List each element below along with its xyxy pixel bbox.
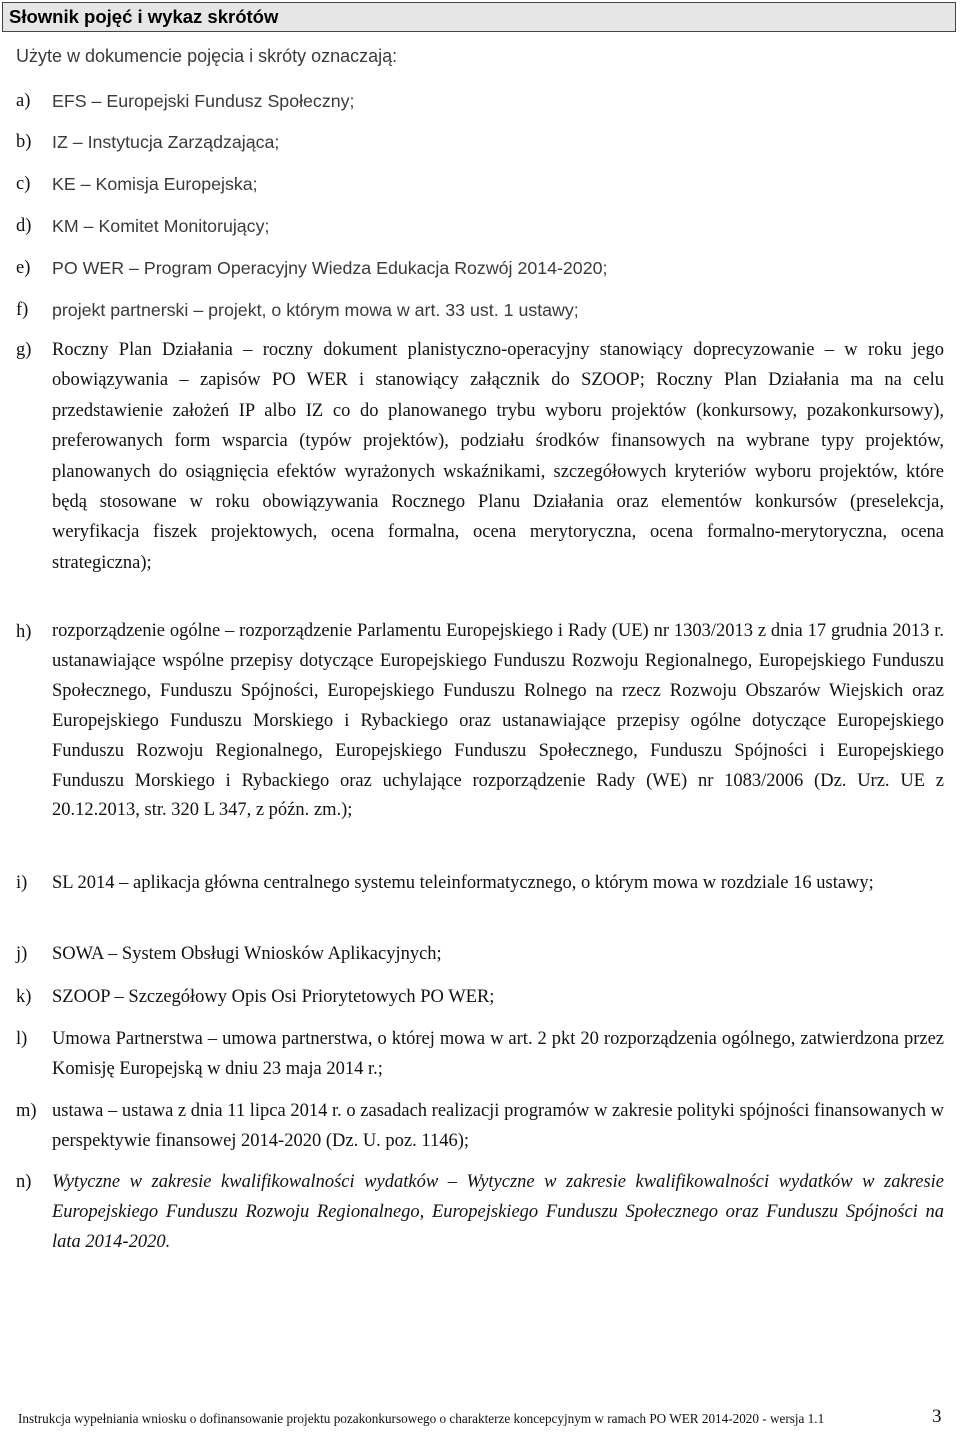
list-item-label: i) xyxy=(16,873,28,893)
list-item-text: SL 2014 – aplikacja główna centralnego systemu teleinformatycznego, o którym mowa w rozdziale 16 ustawy; xyxy=(52,873,874,893)
list-item-text: ustawa – ustawa z dnia 11 lipca 2014 r. o zasadach realizacji programów w zakresie polityki spójności finansowanych w perspektywie finansowej 2014-2020 (Dz. U. poz. 1146); xyxy=(52,1101,944,1151)
list-item-text: Wytyczne w zakresie kwalifikowalności wydatków – Wytyczne w zakresie kwalifikowalności wydatków w zakresie Europejskiego Funduszu Rozwoju Regionalnego, Europejskiego Funduszu Społecznego oraz Funduszu Spójności na lata 2014-2020. xyxy=(52,1172,944,1252)
list-item-label: k) xyxy=(16,987,32,1007)
list-item-label: l) xyxy=(16,1029,28,1049)
list-item-label: h) xyxy=(16,622,32,642)
list-item-label: e) xyxy=(16,258,31,278)
list-item-text: rozporządzenie ogólne – rozporządzenie Parlamentu Europejskiego i Rady (UE) nr 1303/2013 z dnia 17 grudnia 2013 r. ustanawiające wspólne przepisy dotyczące Europejskiego Funduszu Rozwoju Regionalnego, Europejskiego Funduszu Społecznego, Funduszu Spójności, Europejskiego Funduszu Rolnego na rzecz Rozwoju Obszarów Wiejskich oraz Europejskiego Funduszu Morskiego i Rybackiego oraz ustanawiające przepisy ogólne dotyczące Europejskiego Funduszu Rozwoju Regionalnego, Europejskiego Funduszu Społecznego, Funduszu Spójności i Europejskiego Funduszu Morskiego i Rybackiego oraz uchylające rozporządzenie Rady (WE) nr 1083/2006 (Dz. Urz. UE z 20.12.2013, str. 320 L 347, z późn. zm.); xyxy=(52,621,944,821)
section-heading-box xyxy=(2,2,956,32)
page-number: 3 xyxy=(932,1406,942,1427)
list-item-label: b) xyxy=(16,132,32,152)
list-item-label: c) xyxy=(16,174,31,194)
list-item-text: SOWA – System Obsługi Wniosków Aplikacyjnych; xyxy=(52,944,442,964)
section-heading: Słownik pojęć i wykaz skrótów xyxy=(9,6,279,27)
list-item-text: EFS – Europejski Fundusz Społeczny; xyxy=(52,91,355,111)
footer-text: Instrukcja wypełniania wniosku o dofinansowanie projektu pozakonkursowego o charakterze koncepcyjnym w ramach PO WER 2014-2020 - wersja 1.1 xyxy=(18,1411,825,1426)
list-item-text: KM – Komitet Monitorujący; xyxy=(52,216,270,236)
list-item-label: m) xyxy=(16,1101,37,1121)
list-item-text: Roczny Plan Działania – roczny dokument planistyczno-operacyjny stanowiący doprecyzowanie – w roku jego obowiązywania – zapisów PO WER i stanowiący załącznik do SZOOP; Roczny Plan Działania ma na celu przedstawienie założeń IP albo IZ co do planowanego trybu wyboru projektów (konkursowy, pozakonkursowy), preferowanych form wsparcia (typów projektów), podziału środków finansowych na wybrane typy projektów, planowanych do osiągnięcia efektów wyrażonych wskaźnikami, szczegółowych kryteriów wyboru projektów, które będą stosowane w roku obowiązywania Rocznego Planu Działania oraz elementów konkursów (preselekcja, weryfikacja fiszek projektowych, ocena formalna, ocena merytoryczna, ocena formalno-merytoryczna, ocena strategiczna); xyxy=(52,340,944,573)
list-item-text: Umowa Partnerstwa – umowa partnerstwa, o której mowa w art. 2 pkt 20 rozporządzenia ogólnego, zatwierdzona przez Komisję Europejską w dniu 23 maja 2014 r.; xyxy=(52,1029,944,1079)
list-item-label: f) xyxy=(16,300,29,320)
list-item-label: g) xyxy=(16,340,32,360)
list-item-label: d) xyxy=(16,216,32,236)
list-item-text: KE – Komisja Europejska; xyxy=(52,174,258,194)
list-item-label: n) xyxy=(16,1172,32,1192)
list-item-text: projekt partnerski – projekt, o którym mowa w art. 33 ust. 1 ustawy; xyxy=(52,300,579,320)
intro-text: Użyte w dokumencie pojęcia i skróty oznaczają: xyxy=(16,46,398,66)
list-item-label: a) xyxy=(16,91,31,111)
list-item-text: IZ – Instytucja Zarządzająca; xyxy=(52,132,280,152)
list-item-text: PO WER – Program Operacyjny Wiedza Edukacja Rozwój 2014-2020; xyxy=(52,258,608,278)
list-item-text: SZOOP – Szczegółowy Opis Osi Priorytetowych PO WER; xyxy=(52,987,495,1007)
list-item-label: j) xyxy=(16,944,28,964)
